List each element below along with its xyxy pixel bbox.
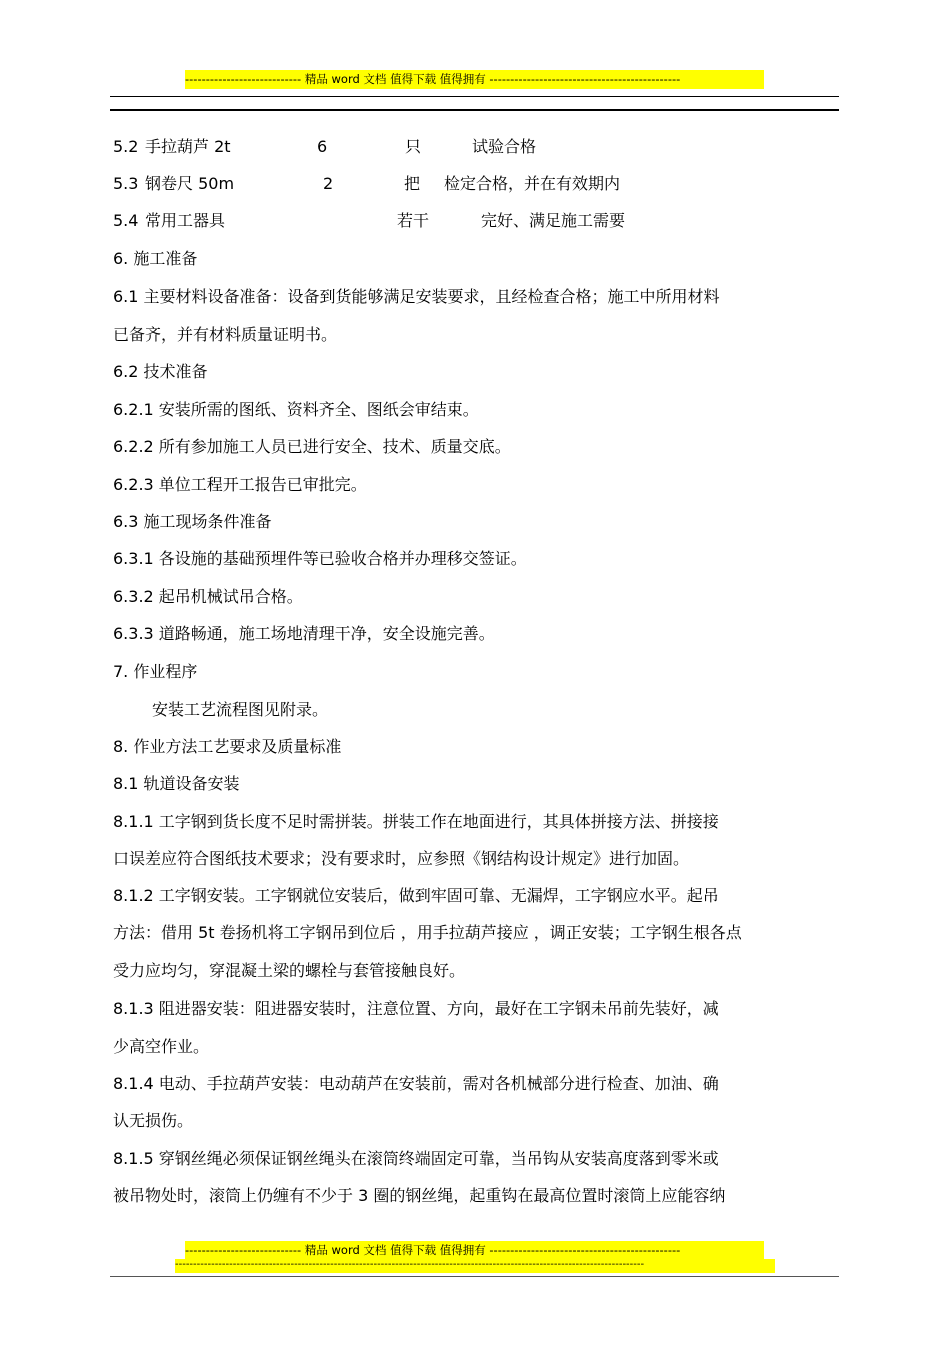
row-qty: 2 — [323, 174, 334, 193]
footer-rule — [110, 1276, 839, 1277]
header-banner: ---------------------------- 精品 word 文档 值得下载 值得拥有 ---------------------------------------------- — [185, 70, 764, 89]
para-8-1-2: 8.1.2 工字钢安装。工字钢就位安装后，做到牢固可靠、无漏焊，工字钢应水平。起吊 — [113, 886, 719, 905]
row-name: 常用工器具 — [145, 211, 226, 230]
heading-8-1: 8.1 轨道设备安装 — [113, 774, 240, 793]
para-6-1-cont: 已备齐，并有材料质量证明书。 — [113, 325, 338, 344]
row-remark: 完好、满足施工需要 — [481, 211, 626, 230]
heading-8: 8. 作业方法工艺要求及质量标准 — [113, 737, 342, 756]
para-8-1-4: 8.1.4 电动、手拉葫芦安装：电动葫芦在安装前，需对各机械部分进行检查、加油、确 — [113, 1074, 719, 1093]
row-no: 5.4 — [113, 211, 139, 230]
header-rule-thick — [110, 109, 839, 111]
heading-6-3: 6.3 施工现场条件准备 — [113, 512, 272, 531]
para-8-1-4-cont: 认无损伤。 — [113, 1111, 194, 1130]
row-qty: 若干 — [397, 211, 430, 230]
footer-banner: ---------------------------- 精品 word 文档 值得下载 值得拥有 ---------------------------------------------- — [185, 1241, 764, 1260]
para-6-3-1: 6.3.1 各设施的基础预埋件等已验收合格并办理移交签证。 — [113, 549, 527, 568]
para-6-1: 6.1 主要材料设备准备：设备到货能够满足安装要求，且经检查合格；施工中所用材料 — [113, 287, 720, 306]
para-8-1-3: 8.1.3 阻进器安装：阻进器安装时，注意位置、方向，最好在工字钢未吊前先装好，减 — [113, 999, 719, 1018]
para-8-1-5-cont: 被吊物处时，滚筒上仍缠有不少于 3 圈的钢丝绳，起重钩在最高位置时滚筒上应能容纳 — [113, 1186, 726, 1205]
row-no: 5.2 — [113, 137, 139, 156]
heading-6-2: 6.2 技术准备 — [113, 362, 208, 381]
footer-dashes: ---------------------------------------------------------------------------------------------------------------------------------- — [175, 1259, 775, 1273]
para-6-3-2: 6.3.2 起吊机械试吊合格。 — [113, 587, 303, 606]
heading-7: 7. 作业程序 — [113, 662, 198, 681]
row-remark: 试验合格 — [472, 137, 537, 156]
row-no: 5.3 — [113, 174, 139, 193]
row-remark: 检定合格，并在有效期内 — [444, 174, 621, 193]
para-8-1-2-cont2: 受力应均匀，穿混凝土梁的螺栓与套管接触良好。 — [113, 961, 466, 980]
para-7: 安装工艺流程图见附录。 — [152, 700, 329, 719]
para-8-1-1-cont: 口误差应符合图纸技术要求；没有要求时，应参照《钢结构设计规定》进行加固。 — [113, 849, 690, 868]
heading-6: 6. 施工准备 — [113, 249, 198, 268]
row-qty: 6 — [317, 137, 328, 156]
row-unit: 把 — [404, 174, 421, 193]
para-6-2-2: 6.2.2 所有参加施工人员已进行安全、技术、质量交底。 — [113, 437, 511, 456]
para-8-1-3-cont: 少高空作业。 — [113, 1037, 210, 1056]
para-6-2-3: 6.2.3 单位工程开工报告已审批完。 — [113, 475, 367, 494]
row-name: 手拉葫芦 2t — [145, 137, 231, 156]
row-name: 钢卷尺 50m — [145, 174, 235, 193]
header-rule-thin — [110, 96, 839, 97]
para-6-3-3: 6.3.3 道路畅通，施工场地清理干净，安全设施完善。 — [113, 624, 495, 643]
para-6-2-1: 6.2.1 安装所需的图纸、资料齐全、图纸会审结束。 — [113, 400, 479, 419]
para-8-1-5: 8.1.5 穿钢丝绳必须保证钢丝绳头在滚筒终端固定可靠，当吊钩从安装高度落到零米或 — [113, 1149, 719, 1168]
para-8-1-1: 8.1.1 工字钢到货长度不足时需拼装。拼装工作在地面进行，其具体拼接方法、拼接接 — [113, 812, 719, 831]
row-unit: 只 — [405, 137, 422, 156]
para-8-1-2-cont: 方法：借用 5t 卷扬机将工字钢吊到位后 ，用手拉葫芦接应 ，调正安装；工字钢生根各点 — [113, 923, 742, 942]
